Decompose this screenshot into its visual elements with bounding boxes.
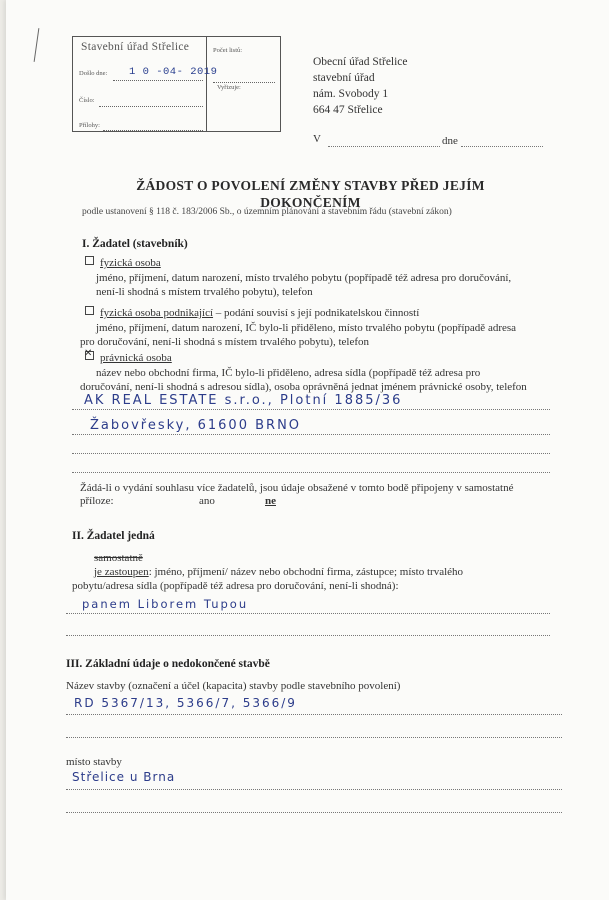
applicant-line-1[interactable]	[72, 408, 550, 410]
handwritten-representative: panem Liborem Tupou	[82, 597, 249, 611]
option-legal-entity	[85, 351, 172, 365]
represented-text: pobytu/adresa sídla (popřípadě též adresa pro doručování, není-li shodná):	[72, 580, 399, 592]
form-page	[6, 0, 609, 900]
option-natural-person	[85, 256, 161, 270]
address-line: stavební úřad	[313, 72, 375, 84]
option-text: jméno, příjmení, datum narození, místo trvalého pobytu (popřípadě též adresa pro doručování,	[96, 272, 512, 284]
option-text: doručování, není-li shodná s adresou sídla), osoba oprávněná jednat jménem právnické osoby, telefon	[80, 381, 527, 393]
address-line: Obecní úřad Střelice	[313, 56, 408, 68]
stamp-office: Stavební úřad Střelice	[81, 41, 190, 53]
stamp-right-top-label: Počet listů:	[213, 47, 243, 54]
legal-basis: podle ustanovení § 118 č. 183/2006 Sb., o územním plánování a stavebním řádu (stavební zákon)	[82, 207, 452, 217]
option-label: fyzická osoba	[100, 257, 161, 269]
date-label: dne	[442, 135, 458, 147]
handwritten-company: AK REAL ESTATE s.r.o., Plotní 1885/36	[84, 393, 403, 408]
building-place-line-1[interactable]	[66, 788, 562, 790]
stamp-dotted-line	[103, 129, 203, 131]
stamp-received-label: Došlo dne:	[79, 70, 108, 77]
applicant-line-3[interactable]	[72, 452, 550, 454]
representative-line-1[interactable]	[66, 612, 550, 614]
option-text: jméno, příjmení, datum narození, IČ bylo-li přiděleno, místo trvalého pobytu (popřípadě adresa	[96, 322, 517, 334]
multi-applicant-text: příloze:	[80, 495, 114, 507]
building-name-line-1[interactable]	[66, 713, 562, 715]
form-title	[6, 177, 609, 211]
place-label: V	[313, 133, 321, 145]
date-field[interactable]	[461, 145, 543, 147]
checkbox-legal-entity[interactable]	[85, 351, 94, 360]
option-alone[interactable]: samostatně	[94, 552, 143, 564]
building-name-label: Název stavby (označení a účel (kapacita) stavby podle stavebního povolení)	[66, 680, 401, 692]
building-name-line-2[interactable]	[66, 736, 562, 738]
place-date-line	[313, 133, 321, 145]
handwritten-address: Žabovřesky, 61600 BRNO	[90, 418, 302, 433]
stamp-number-label: Číslo:	[79, 97, 95, 104]
multi-applicant-text: Žádá-li o vydání souhlasu více žadatelů, jsou údaje obsažené v tomto bodě připojeny v samostatné	[80, 482, 514, 494]
title-line: DOKONČENÍM	[260, 195, 361, 210]
represented-text: : jméno, příjmení/ název nebo obchodní firma, zástupce; místo trvalého	[148, 566, 464, 578]
checkbox-natural-person[interactable]	[85, 256, 94, 265]
stamp-attachments-label: Přílohy:	[79, 122, 100, 129]
checkbox-business-person[interactable]	[85, 306, 94, 315]
stamp-right-bottom-label: Vyřizuje:	[217, 84, 241, 91]
represented-label[interactable]: je zastoupen	[94, 566, 149, 578]
option-label: právnická osoba	[100, 352, 172, 364]
received-stamp	[72, 36, 281, 132]
option-business-person	[85, 306, 419, 320]
title-line: ŽÁDOST O POVOLENÍ ZMĚNY STAVBY PŘED JEJÍM	[136, 178, 485, 193]
building-place-label: místo stavby	[66, 756, 122, 768]
section-2-heading: II. Žadatel jedná	[72, 530, 155, 542]
option-no-selected[interactable]: ne	[265, 495, 276, 507]
option-yes[interactable]: ano	[199, 495, 215, 507]
option-text: pro doručování, není-li shodná s místem trvalého pobytu), telefon	[80, 336, 369, 348]
address-line: 664 47 Střelice	[313, 104, 383, 116]
option-text: název nebo obchodní firma, IČ bylo-li přiděleno, adresa sídla (popřípadě též adresa pro	[96, 367, 481, 379]
applicant-line-4[interactable]	[72, 471, 550, 473]
option-note: – podání souvisí s její podnikatelskou činností	[213, 307, 420, 319]
applicant-line-2[interactable]	[72, 433, 550, 435]
option-represented	[94, 565, 463, 579]
place-field[interactable]	[328, 145, 440, 147]
option-text: není-li shodná s místem trvalého pobytu), telefon	[96, 286, 313, 298]
stamp-dotted-line	[99, 105, 203, 107]
representative-line-2[interactable]	[66, 634, 550, 636]
stamp-dotted-line	[113, 79, 203, 81]
recipient-address	[313, 54, 408, 118]
pen-mark	[34, 28, 40, 62]
section-3-heading: III. Základní údaje o nedokončené stavbě	[66, 658, 270, 670]
stamp-received-date: 1 0 -04- 2019	[129, 66, 218, 78]
option-label: fyzická osoba podnikající	[100, 307, 214, 319]
handwritten-building-name: RD 5367/13, 5366/7, 5366/9	[74, 696, 297, 710]
stamp-dotted-line	[213, 81, 275, 83]
handwritten-building-place: Střelice u Brna	[72, 770, 176, 784]
building-place-line-2[interactable]	[66, 811, 562, 813]
stamp-divider	[206, 37, 207, 131]
address-line: nám. Svobody 1	[313, 88, 389, 100]
section-1-heading: I. Žadatel (stavebník)	[82, 238, 188, 250]
